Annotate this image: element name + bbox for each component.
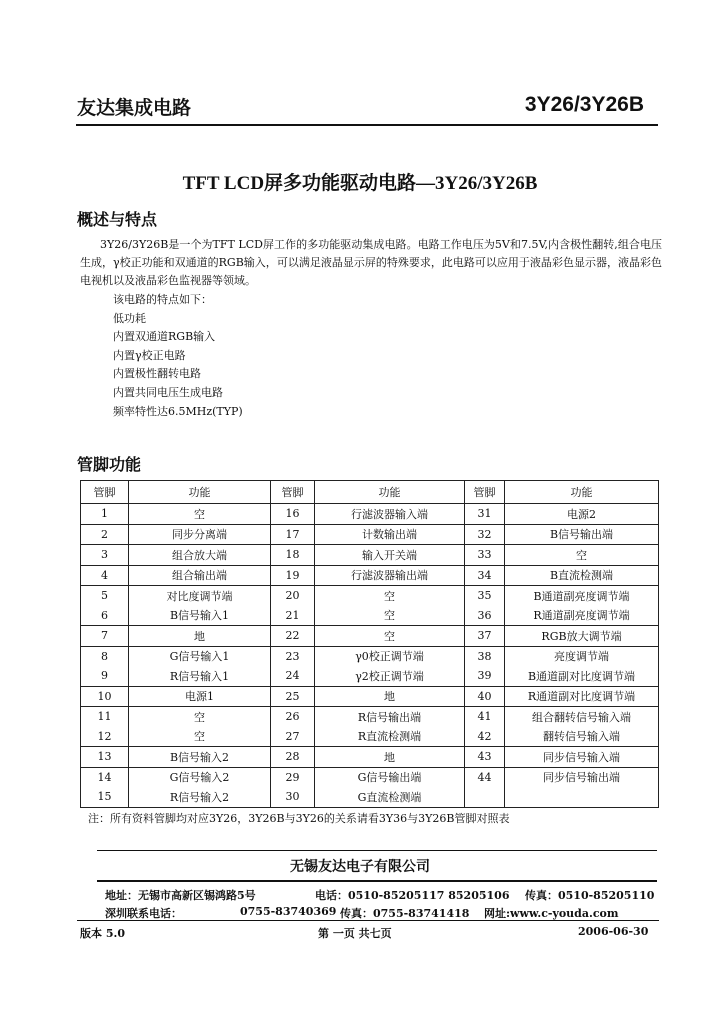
pin-function: R信号输出端 <box>315 707 465 727</box>
pin-number: 21 <box>271 606 315 626</box>
pin-number: 16 <box>271 504 315 525</box>
pin-function: 空 <box>315 606 465 626</box>
table-row <box>81 767 659 787</box>
table-row <box>81 666 659 686</box>
overview-heading: 概述与特点 <box>77 210 158 229</box>
col-header-func: 功能 <box>505 481 659 504</box>
col-header-func: 功能 <box>315 481 465 504</box>
pin-number: 8 <box>81 646 129 666</box>
header-divider <box>76 124 658 126</box>
pin-function: B通道副亮度调节端 <box>505 586 659 606</box>
pin-function: B直流检测端 <box>505 565 659 586</box>
table-row <box>81 646 659 666</box>
table-row <box>81 565 659 586</box>
header-model: 3Y26/3Y26B <box>524 93 644 116</box>
pin-function: 空 <box>315 586 465 606</box>
table-row <box>81 727 659 747</box>
footer-date: 2006-06-30 <box>578 925 649 938</box>
pin-number: 42 <box>465 727 505 747</box>
pin-number: 40 <box>465 686 505 707</box>
pin-number: 9 <box>81 666 129 686</box>
pin-function: 电源2 <box>505 504 659 525</box>
pin-number: 39 <box>465 666 505 686</box>
pin-function: 计数输出端 <box>315 524 465 545</box>
pin-function: 地 <box>315 747 465 768</box>
pin-number: 28 <box>271 747 315 768</box>
table-row <box>81 524 659 545</box>
pin-number: 33 <box>465 545 505 566</box>
pin-function: 空 <box>505 545 659 566</box>
pin-function: 空 <box>129 727 271 747</box>
pin-number: 17 <box>271 524 315 545</box>
pin-function: 空 <box>129 504 271 525</box>
table-header-row <box>81 481 659 504</box>
feature-item: 内置极性翻转电路 <box>113 367 201 381</box>
pin-number: 37 <box>465 626 505 647</box>
document-title: TFT LCD屏多功能驱动电路—3Y26/3Y26B <box>182 173 538 194</box>
table-row <box>81 626 659 647</box>
pin-number: 12 <box>81 727 129 747</box>
table-row <box>81 686 659 707</box>
pin-number <box>465 787 505 807</box>
company-phone: 电话：0510-85205117 85205106 <box>315 889 510 902</box>
pin-function: 组合放大端 <box>129 545 271 566</box>
pin-function: 行滤波器输出端 <box>315 565 465 586</box>
pin-function: G信号输入2 <box>129 767 271 787</box>
pin-number: 5 <box>81 586 129 606</box>
pin-number: 31 <box>465 504 505 525</box>
pin-function: B信号输入1 <box>129 606 271 626</box>
pin-function: γ2校正调节端 <box>315 666 465 686</box>
pin-function <box>505 787 659 807</box>
pin-number: 36 <box>465 606 505 626</box>
pin-number: 2 <box>81 524 129 545</box>
pin-function: 地 <box>129 626 271 647</box>
company-fax: 传真：0510-85205110 <box>525 889 655 902</box>
pin-function: R信号输入2 <box>129 787 271 807</box>
pin-function: 同步信号输出端 <box>505 767 659 787</box>
pin-function: 对比度调节端 <box>129 586 271 606</box>
table-row <box>81 586 659 606</box>
pin-function: 输入开关端 <box>315 545 465 566</box>
table-row <box>81 747 659 768</box>
sz-contact-label: 深圳联系电话： <box>105 907 182 920</box>
col-header-pin: 管脚 <box>271 481 315 504</box>
pin-function: B通道副对比度调节端 <box>505 666 659 686</box>
pin-number: 29 <box>271 767 315 787</box>
col-header-pin: 管脚 <box>81 481 129 504</box>
pin-number: 25 <box>271 686 315 707</box>
feature-item: 该电路的特点如下： <box>113 293 212 306</box>
pin-function: 空 <box>315 626 465 647</box>
pin-function: 组合输出端 <box>129 565 271 586</box>
pin-number: 13 <box>81 747 129 768</box>
col-header-pin: 管脚 <box>465 481 505 504</box>
pin-function: R直流检测端 <box>315 727 465 747</box>
table-row <box>81 707 659 727</box>
pin-number: 43 <box>465 747 505 768</box>
feature-item: 内置双通道RGB输入 <box>113 330 216 344</box>
pin-function: R通道副亮度调节端 <box>505 606 659 626</box>
company-address: 地址：无锡市高新区锡鸿路5号 <box>105 889 256 902</box>
pin-number: 22 <box>271 626 315 647</box>
table-row <box>81 504 659 525</box>
pin-number: 10 <box>81 686 129 707</box>
table-row <box>81 787 659 807</box>
pin-number: 19 <box>271 565 315 586</box>
footer-divider <box>77 920 659 921</box>
company-name: 无锡友达电子有限公司 <box>290 859 430 875</box>
pin-function: R信号输入1 <box>129 666 271 686</box>
pin-number: 18 <box>271 545 315 566</box>
pin-number: 14 <box>81 767 129 787</box>
header-company: 友达集成电路 <box>77 97 192 119</box>
table-row <box>81 545 659 566</box>
pin-number: 44 <box>465 767 505 787</box>
pin-number: 27 <box>271 727 315 747</box>
pin-function: G信号输入1 <box>129 646 271 666</box>
pin-function: RGB放大调节端 <box>505 626 659 647</box>
pin-function: γ0校正调节端 <box>315 646 465 666</box>
pin-function: 组合翻转信号输入端 <box>505 707 659 727</box>
pin-number: 38 <box>465 646 505 666</box>
pin-number: 6 <box>81 606 129 626</box>
footer-page: 第 一页 共七页 <box>318 927 392 940</box>
pin-number: 35 <box>465 586 505 606</box>
pin-number: 1 <box>81 504 129 525</box>
pin-number: 30 <box>271 787 315 807</box>
pin-function: G信号输出端 <box>315 767 465 787</box>
company-divider-bottom <box>97 880 657 882</box>
feature-list <box>113 291 243 421</box>
pin-function: 行滤波器输入端 <box>315 504 465 525</box>
pin-number: 20 <box>271 586 315 606</box>
footer-version: 版本 5.0 <box>80 927 125 940</box>
pin-function: 亮度调节端 <box>505 646 659 666</box>
pin-function: 翻转信号输入端 <box>505 727 659 747</box>
pin-function: 同步信号输入端 <box>505 747 659 768</box>
pin-function: B信号输出端 <box>505 524 659 545</box>
pin-number: 23 <box>271 646 315 666</box>
company-website: 网址:www.c-youda.com <box>484 907 619 920</box>
pin-table <box>80 480 659 808</box>
feature-item: 内置γ校正电路 <box>113 348 186 362</box>
feature-item: 内置共同电压生成电路 <box>113 385 223 399</box>
pin-function: R通道副对比度调节端 <box>505 686 659 707</box>
pin-number: 11 <box>81 707 129 727</box>
pin-function: G直流检测端 <box>315 787 465 807</box>
table-note: 注：所有资料管脚均对应3Y26，3Y26B与3Y26的关系请看3Y36与3Y26B管脚对照表 <box>88 812 510 825</box>
company-divider-top <box>97 850 657 851</box>
col-header-func: 功能 <box>129 481 271 504</box>
pin-number: 4 <box>81 565 129 586</box>
feature-item: 低功耗 <box>113 311 146 325</box>
sz-phone: 0755-83740369 <box>240 905 337 918</box>
pin-number: 7 <box>81 626 129 647</box>
pin-number: 26 <box>271 707 315 727</box>
pin-function: 地 <box>315 686 465 707</box>
pin-number: 15 <box>81 787 129 807</box>
pin-function: 电源1 <box>129 686 271 707</box>
table-row <box>81 606 659 626</box>
pin-function: 同步分离端 <box>129 524 271 545</box>
pin-number: 41 <box>465 707 505 727</box>
pin-number: 24 <box>271 666 315 686</box>
sz-fax: 传真：0755-83741418 <box>340 907 470 920</box>
pin-number: 32 <box>465 524 505 545</box>
pin-function: B信号输入2 <box>129 747 271 768</box>
pin-function: 空 <box>129 707 271 727</box>
pins-heading: 管脚功能 <box>77 455 142 474</box>
pin-number: 3 <box>81 545 129 566</box>
feature-item: 频率特性达6.5MHz(TYP) <box>113 404 243 418</box>
overview-paragraph: 3Y26/3Y26B是一个为TFT LCD屏工作的多功能驱动集成电路。电路工作电压为5V和7.5V,内含极性翻转,组合电压生成，γ校正功能和双通道的RGB输入，可以满足液晶显示屏的特殊要求，此电路可以应用于液晶彩色显示器，液晶彩色电视机以及液晶彩色监视器等领域。 <box>80 238 662 287</box>
pin-number: 34 <box>465 565 505 586</box>
